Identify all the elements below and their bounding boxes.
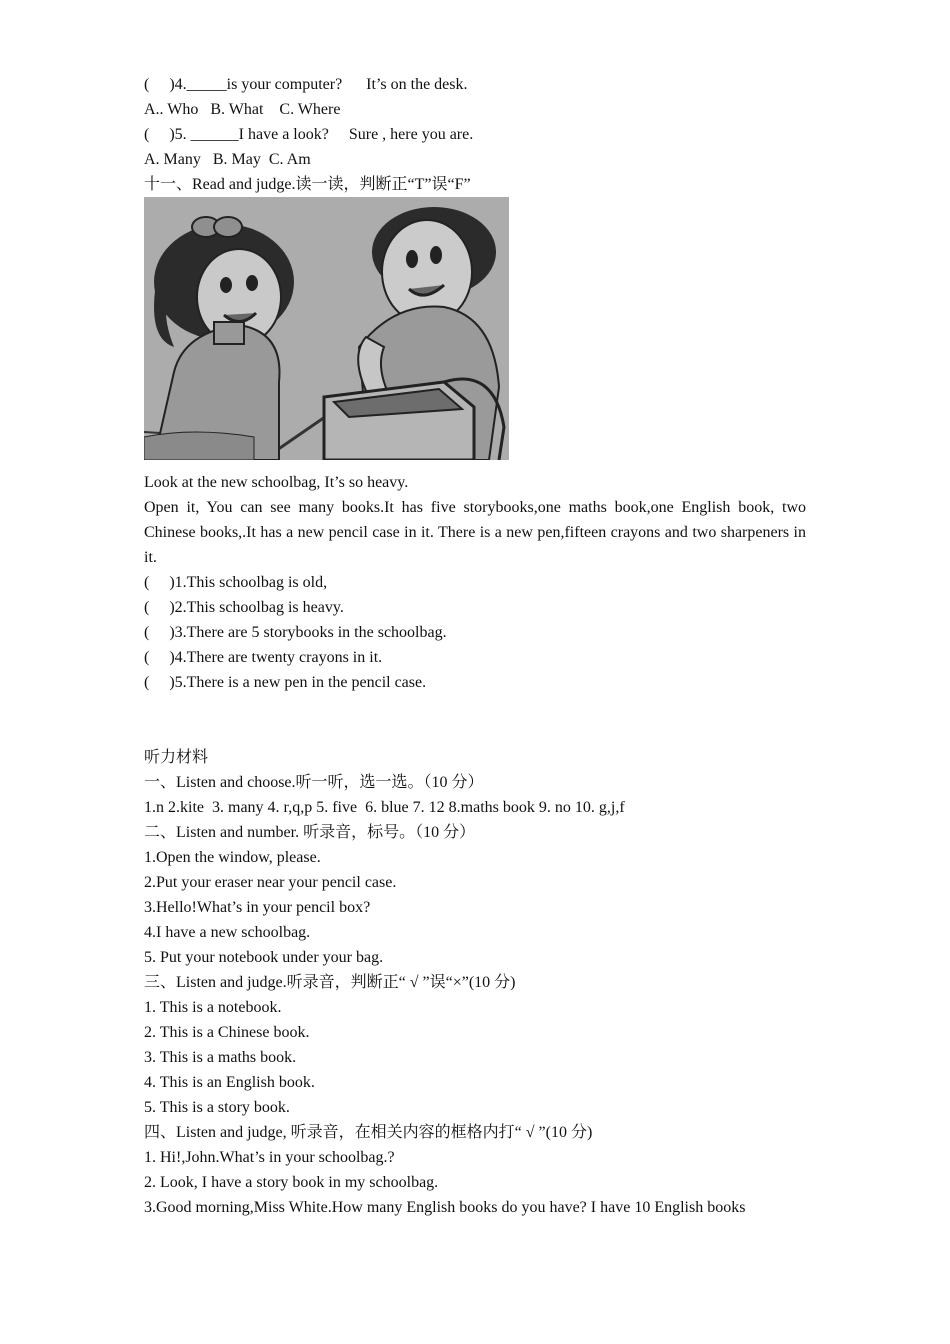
listening-item: 4. This is an English book. <box>144 1074 315 1091</box>
listening-item: 5. This is a story book. <box>144 1099 290 1116</box>
question-5-options: A. Many B. May C. Am <box>144 151 311 168</box>
cartoon-illustration <box>144 197 509 460</box>
judge-item: ( )4.There are twenty crayons in it. <box>144 649 383 666</box>
listening-section-3-title: 三、Listen and judge.听录音，判断正“ √ ”误“×”(10 分) <box>144 974 516 991</box>
judge-item: ( )2.This schoolbag is heavy. <box>144 599 344 616</box>
judge-item: ( )3.There are 5 storybooks in the schoolbag. <box>144 624 447 641</box>
listening-item: 2. Look, I have a story book in my schoolbag. <box>144 1174 439 1191</box>
listening-section-1-title: 一、Listen and choose.听一听，选一选。（10 分） <box>144 774 484 791</box>
question-4-options: A.. Who B. What C. Where <box>144 101 341 118</box>
listening-title: 听力材料 <box>144 749 209 766</box>
listening-item: 3.Good morning,Miss White.How many English books do you have? I have 10 English books <box>144 1199 746 1216</box>
listening-item: 1. Hi!,John.What’s in your schoolbag.? <box>144 1149 395 1166</box>
listening-section-1-answers: 1.n 2.kite 3. many 4. r,q,p 5. five 6. blue 7. 12 8.maths book 9. no 10. g,j,f <box>144 799 625 816</box>
judge-item: ( )1.This schoolbag is old, <box>144 574 328 591</box>
listening-item: 1.Open the window, please. <box>144 849 321 866</box>
passage-line-1: Look at the new schoolbag, It’s so heavy. <box>144 474 409 491</box>
document-page <box>144 72 806 1220</box>
listening-item: 3.Hello!What’s in your pencil box? <box>144 899 371 916</box>
judge-item: ( )5.There is a new pen in the pencil case. <box>144 674 427 691</box>
passage-paragraph: Open it, You can see many books.It has five storybooks,one maths book,one English book, two Chinese books,.It has a new pencil case in it. There is a new pen,fifteen crayons and two sharpeners in it. <box>144 499 806 566</box>
listening-item: 2.Put your eraser near your pencil case. <box>144 874 397 891</box>
question-5: ( )5. ______I have a look? Sure , here you are. <box>144 126 474 143</box>
listening-section-4-title: 四、Listen and judge, 听录音，在相关内容的框格内打“ √ ”(10 分) <box>144 1124 593 1141</box>
listening-item: 4.I have a new schoolbag. <box>144 924 311 941</box>
spacer <box>144 695 806 745</box>
listening-item: 1. This is a notebook. <box>144 999 282 1016</box>
section-11-title: 十一、Read and judge.读一读，判断正“T”误“F” <box>144 176 471 193</box>
question-4: ( )4._____is your computer? It’s on the desk. <box>144 76 468 93</box>
listening-item: 3. This is a maths book. <box>144 1049 297 1066</box>
listening-item: 2. This is a Chinese book. <box>144 1024 310 1041</box>
listening-item: 5. Put your notebook under your bag. <box>144 949 384 966</box>
listening-section-2-title: 二、Listen and number. 听录音，标号。（10 分） <box>144 824 476 841</box>
